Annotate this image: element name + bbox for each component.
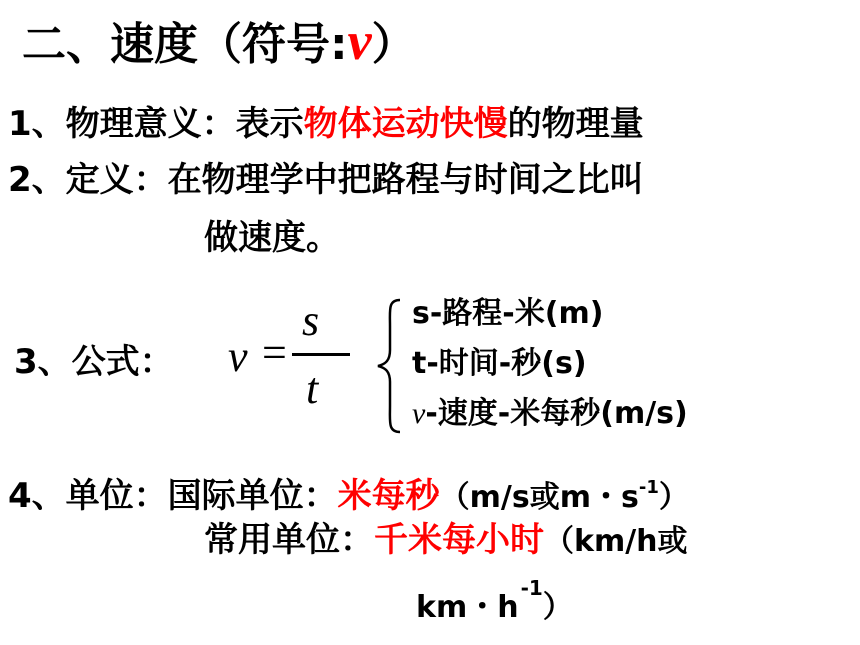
intl-unit-exponent: -1 — [638, 477, 659, 498]
common-unit-value: 千米每小时 — [374, 520, 544, 560]
speed-symbol: v — [347, 11, 372, 71]
physical-meaning-line — [8, 96, 644, 145]
formula-equals: = — [262, 328, 287, 377]
units-line-1 — [8, 468, 689, 517]
units-line-3 — [416, 576, 573, 626]
formula-lhs: v — [228, 332, 248, 381]
intl-unit-note: （m/s或m・s — [439, 480, 639, 515]
formula-numerator: s — [302, 296, 320, 345]
legend-symbol: ν — [412, 397, 426, 430]
fraction-bar — [292, 353, 350, 356]
units-label: 4、单位： — [8, 476, 168, 516]
legend-row-distance — [412, 288, 603, 332]
formula-label: 3、公式： — [14, 342, 174, 382]
legend-text: -路程-米(m) — [429, 296, 604, 331]
legend-row-time — [412, 338, 587, 382]
intl-unit-close: ） — [658, 480, 689, 515]
common-unit-line2: km・h — [416, 590, 519, 625]
physical-meaning-label: 1、物理意义：表示 — [8, 104, 304, 144]
physical-meaning-highlight: 物体运动快慢 — [303, 104, 508, 144]
intl-unit-label: 国际单位： — [167, 476, 338, 516]
definition-line-2: 做速度。 — [204, 218, 340, 258]
physical-meaning-tail: 的物理量 — [507, 104, 644, 144]
speed-formula — [228, 295, 358, 425]
definition-line-1: 2、定义：在物理学中把路程与时间之比叫 — [8, 160, 644, 200]
formula-denominator: t — [306, 364, 319, 413]
legend-symbol: s — [412, 296, 430, 331]
title-text: 二、速度（符号: — [22, 19, 348, 70]
common-unit-label: 常用单位： — [204, 520, 374, 560]
units-line-2 — [204, 512, 688, 561]
title-close: ） — [371, 19, 416, 70]
legend-text: -速度-米每秒(m/s) — [425, 396, 688, 431]
slide-title — [22, 8, 416, 72]
legend-symbol: t — [412, 346, 427, 381]
legend-row-speed — [412, 388, 688, 432]
left-brace-icon — [374, 296, 404, 436]
common-unit-close: ） — [542, 590, 573, 625]
common-unit-exponent: -1 — [520, 576, 543, 600]
intl-unit-value: 米每秒 — [337, 476, 440, 516]
legend-text: -时间-秒(s) — [426, 346, 587, 381]
common-unit-note: （km/h或 — [544, 524, 688, 559]
